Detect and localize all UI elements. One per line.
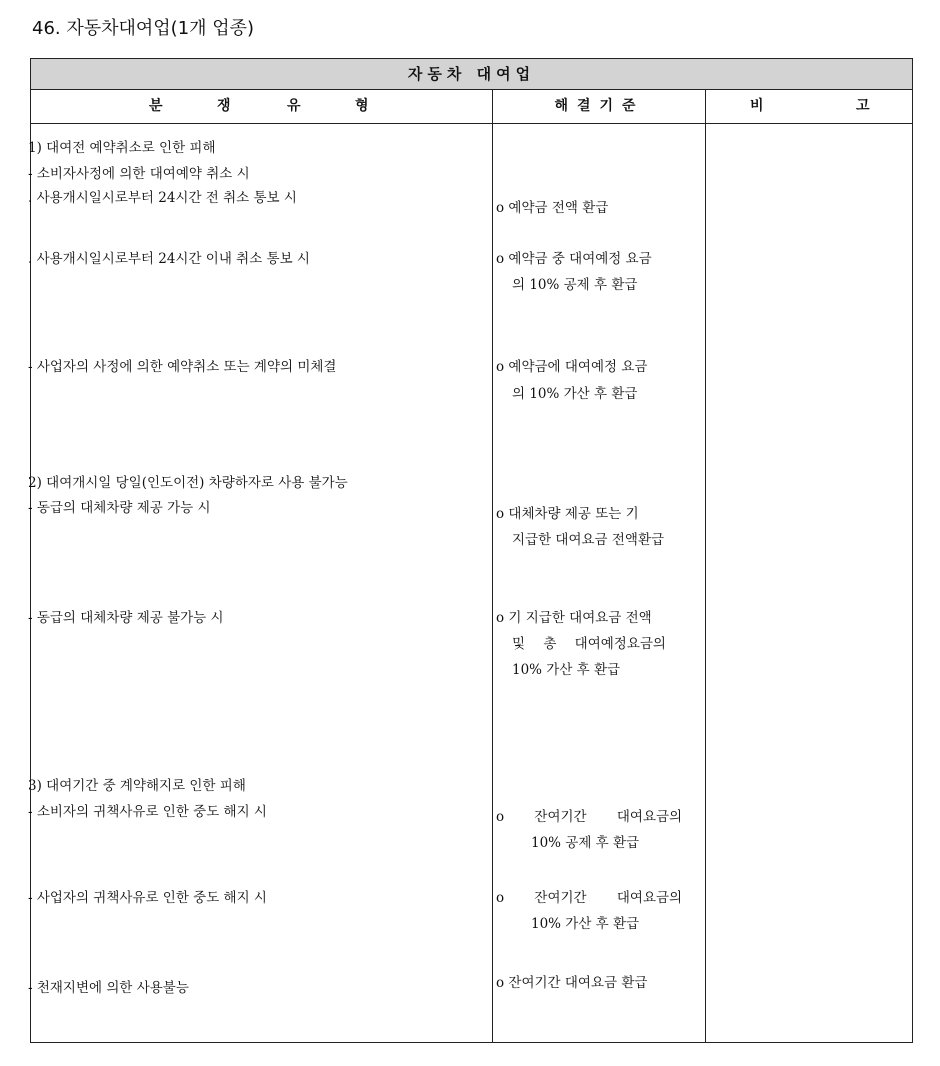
- case-24h-before: . 사용개시일시로부터 24시간 전 취소 통보 시: [28, 190, 297, 206]
- table-banner: 자동차 대여업: [31, 59, 912, 90]
- table-header-row: [31, 90, 912, 124]
- case-business-termination: - 사업자의 귀책사유로 인한 중도 해지 시: [28, 890, 267, 906]
- column-divider: [705, 90, 706, 1042]
- case-consumer-termination: - 소비자의 귀책사유로 인한 중도 해지 시: [28, 804, 267, 820]
- header-type-char: 형: [355, 98, 369, 114]
- column-divider: [492, 90, 493, 1042]
- resolution-business-cancel-line2: 의 10% 가산 후 환급: [512, 386, 638, 402]
- resolution-business-cancel-line1: o 예약금에 대여예정 요금: [496, 359, 648, 375]
- header-dispute-type: [31, 90, 493, 123]
- resolution-business-termination-line1: o 잔여기간 대여요금의: [496, 890, 683, 906]
- resolution-substitute-impossible-line2-text: 및 총 대여예정요금의: [512, 636, 666, 652]
- page-title: 46. 자동차대여업(1개 업종): [32, 18, 255, 39]
- case-substitute-possible: - 동급의 대체차량 제공 가능 시: [28, 500, 211, 516]
- section1-title: 1) 대여전 예약취소로 인한 피해: [28, 140, 216, 156]
- resolution-consumer-termination-line2: 10% 공제 후 환급: [531, 835, 640, 851]
- section3-title: 3) 대여기간 중 계약해지로 인한 피해: [28, 778, 246, 794]
- resolution-business-termination-line2: 10% 가산 후 환급: [531, 916, 640, 932]
- header-remark: [706, 90, 912, 123]
- case-substitute-impossible: - 동급의 대체차량 제공 불가능 시: [28, 610, 224, 626]
- resolution-24h-before: o 예약금 전액 환급: [496, 200, 609, 216]
- resolution-substitute-impossible-line2: [512, 633, 709, 656]
- resolution-substitute-possible-line2: 지급한 대여요금 전액환급: [512, 532, 665, 548]
- section2-title: 2) 대여개시일 당일(인도이전) 차량하자로 사용 불가능: [28, 475, 348, 491]
- dispute-resolution-table: [30, 58, 913, 1043]
- header-type-char: 분: [149, 98, 163, 114]
- case-24h-within: . 사용개시일시로부터 24시간 이내 취소 통보 시: [28, 251, 310, 267]
- header-remark-char: 고: [856, 98, 870, 114]
- resolution-substitute-possible-line1: o 대체차량 제공 또는 기: [496, 506, 639, 522]
- resolution-consumer-termination-line1: o 잔여기간 대여요금의: [496, 809, 683, 825]
- case-natural-disaster: - 천재지변에 의한 사용불능: [28, 980, 189, 996]
- header-type-char: 쟁: [217, 98, 231, 114]
- header-remark-char: 비: [750, 98, 764, 114]
- section1-consumer-cancel: - 소비자사정에 의한 대여예약 취소 시: [28, 166, 250, 182]
- resolution-natural-disaster: o 잔여기간 대여요금 환급: [496, 975, 648, 991]
- resolution-substitute-impossible-line3: 10% 가산 후 환급: [512, 662, 621, 678]
- header-type-char: 유: [287, 98, 301, 114]
- resolution-substitute-impossible-line1: o 기 지급한 대여요금 전액: [496, 610, 652, 626]
- header-resolution-standard: 해결기준: [554, 98, 645, 114]
- resolution-24h-within-line2: 의 10% 공제 후 환급: [512, 277, 638, 293]
- case-business-cancel: - 사업자의 사정에 의한 예약취소 또는 계약의 미체결: [28, 359, 337, 375]
- resolution-24h-within-line1: o 예약금 중 대여예정 요금: [496, 251, 652, 267]
